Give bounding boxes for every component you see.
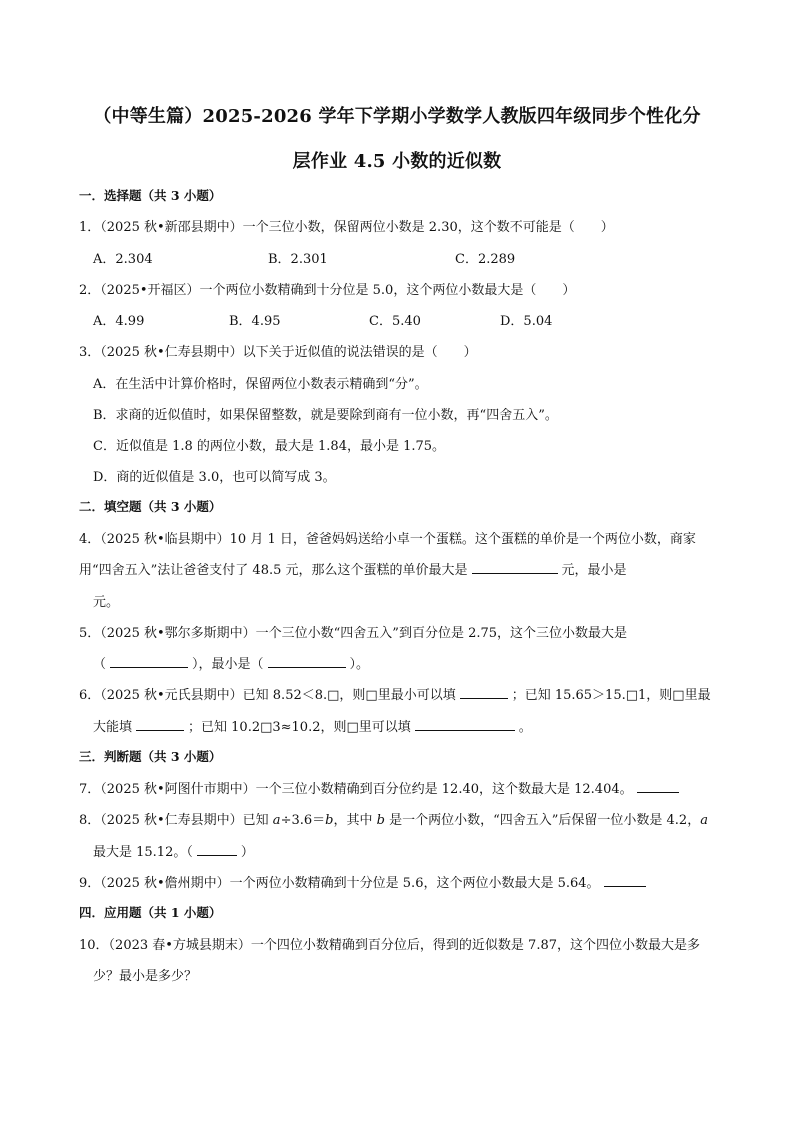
question-2-stem: 2．（2025•开福区）一个两位小数精确到十分位是 5.0，这个两位小数最大是（ ） [79,283,576,298]
question-2-option-b: B．4.95 [229,314,281,329]
question-2-option-d: D．5.04 [500,314,553,329]
question-4-line2 [79,559,627,578]
question-8-text-e: ） [240,845,254,860]
variable-a: a [272,813,281,828]
question-8-text-c: 是一个两位小数，“四舍五入”后保留一位小数是 4.2， [389,813,701,828]
question-1-option-a: A．2.304 [93,252,153,267]
question-5-text-b: ），最小是（ [192,657,264,672]
question-6-line1 [79,684,711,703]
question-8-text-b: ，其中 [333,813,373,828]
question-8-line2 [93,841,254,860]
question-6-text-b: ；已知 15.65＞15.□1，则□里最 [511,688,711,703]
question-5-text-c: ）。 [349,657,370,672]
answer-blank[interactable] [110,655,188,668]
question-6-text-d: ；已知 10.2□3≈10.2，则□里可以填 [188,720,411,735]
question-7-line [79,778,683,797]
answer-blank[interactable] [197,843,237,856]
question-8-text-a: 8．（2025 秋•仁寿县期中）已知 [79,813,269,828]
question-6-text-a: 6．（2025 秋•元氏县期中）已知 8.52＜8.□，则□里最小可以填 [79,688,456,703]
question-7-stem: 7．（2025 秋•阿图什市期中）一个三位小数精确到百分位约是 12.40，这个数最大是 12.404。 [79,782,633,797]
question-10-line1: 10．（2023 春•方城县期末）一个四位小数精确到百分位后，得到的近似数是 7.87，这个四位小数最大是多 [79,938,701,953]
answer-blank[interactable] [136,718,184,731]
page-title-line1: （中等生篇）2025-2026 学年下学期小学数学人教版四年级同步个性化分 [93,106,701,127]
question-3-option-c: C．近似值是 1.8 的两位小数，最大是 1.84，最小是 1.75。 [93,439,446,454]
question-5-text-a: （ [93,657,107,672]
question-4-line3: 元。 [93,595,120,610]
variable-b: b [376,813,385,828]
question-6-text-c: 大能填 [93,720,133,735]
question-6-text-e: 。 [518,720,532,735]
question-1-stem: 1．（2025 秋•新邵县期中）一个三位小数，保留两位小数是 2.30，这个数不可能是（ ） [79,220,614,235]
question-3-stem: 3．（2025 秋•仁寿县期中）以下关于近似值的说法错误的是（ ） [79,345,477,360]
section-heading-fill: 二．填空题（共 3 小题） [79,499,222,514]
answer-blank[interactable] [604,874,646,887]
question-1-option-c: C．2.289 [455,252,516,267]
answer-blank[interactable] [460,686,508,699]
answer-blank[interactable] [472,561,558,574]
question-8-division: ÷3.6＝ [280,813,326,828]
section-heading-choice: 一．选择题（共 3 小题） [79,188,222,203]
question-9-line [79,872,650,891]
question-10-line2: 少？最小是多少？ [93,969,198,984]
question-5-line1: 5．（2025 秋•鄂尔多斯期中）一个三位小数“四舍五入”到百分位是 2.75，这个三位小数最大是 [79,626,628,641]
section-heading-application: 四．应用题（共 1 小题） [79,905,222,920]
question-3-option-b: B．求商的近似值时，如果保留整数，就是要除到商有一位小数，再“四舍五入”。 [93,408,558,423]
question-1-option-b: B．2.301 [268,252,328,267]
variable-a: a [700,813,708,828]
question-8-line1 [79,809,708,828]
question-3-option-d: D．商的近似值是 3.0，也可以简写成 3。 [93,470,336,485]
question-9-stem: 9．（2025 秋•儋州期中）一个两位小数精确到十分位是 5.6，这个两位小数最大是 5.64。 [79,876,600,891]
page-title-line2: 层作业 4.5 小数的近似数 [292,151,502,172]
answer-blank[interactable] [268,655,346,668]
answer-blank[interactable] [637,780,679,793]
question-6-line2 [93,716,532,735]
question-2-option-c: C．5.40 [369,314,421,329]
variable-b: b [325,813,334,828]
question-4-line1: 4．（2025 秋•临县期中）10 月 1 日，爸爸妈妈送给小卓一个蛋糕。这个蛋糕的单价是一个两位小数，商家 [79,532,696,547]
question-4-text-a: 用“四舍五入”法让爸爸支付了 48.5 元，那么这个蛋糕的单价最大是 [79,563,468,578]
question-3-option-a: A．在生活中计算价格时，保留两位小数表示精确到“分”。 [93,377,428,392]
answer-blank[interactable] [415,718,515,731]
question-5-line2 [93,653,369,672]
question-4-text-b: 元，最小是 [561,563,627,578]
question-2-option-a: A．4.99 [93,314,145,329]
question-8-text-d: 最大是 15.12。（ [93,845,193,860]
section-heading-judge: 三．判断题（共 3 小题） [79,749,222,764]
